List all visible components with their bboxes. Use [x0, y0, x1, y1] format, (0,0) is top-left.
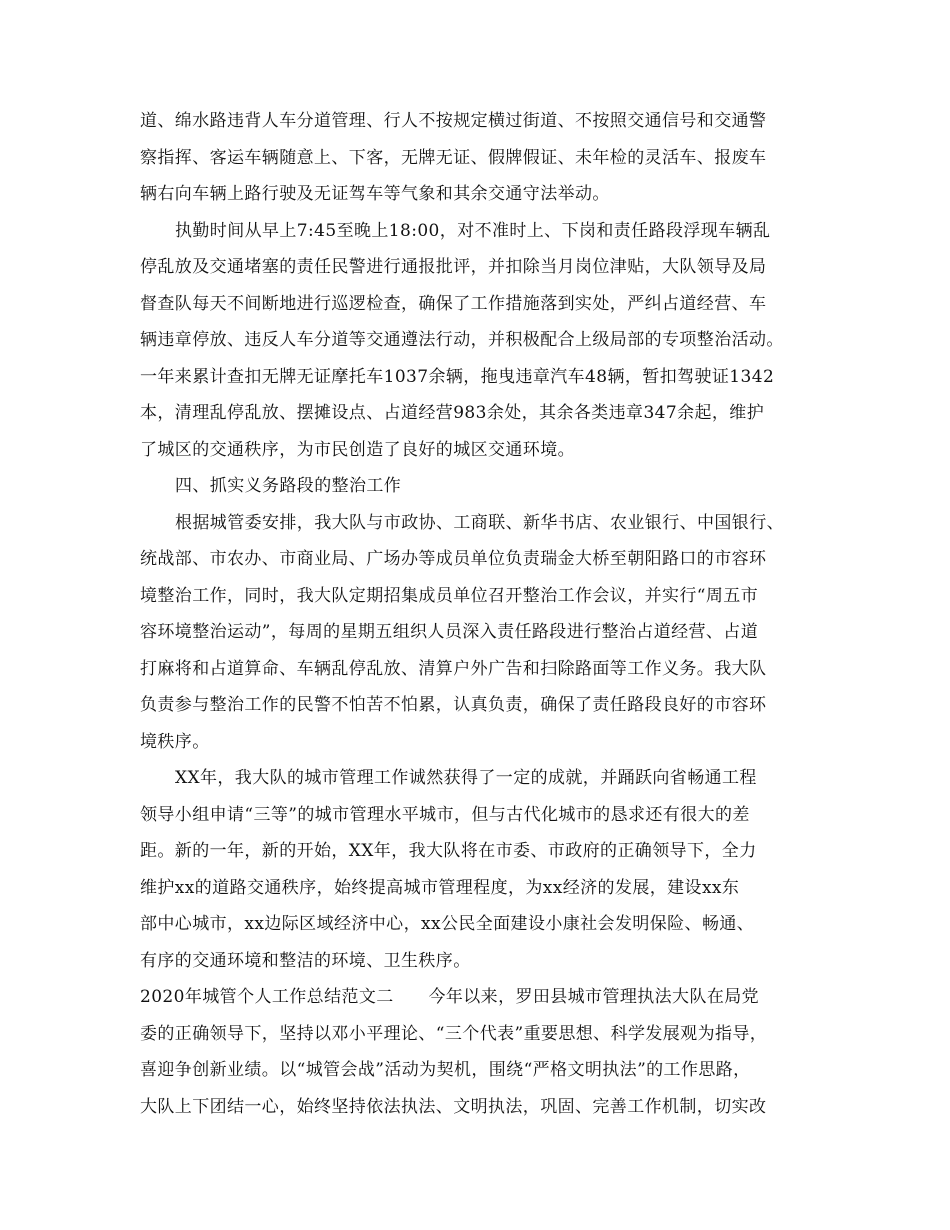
- section-heading: 四、抓实义务路段的整治工作: [175, 476, 402, 496]
- text-line: 喜迎争创新业绩。以“城管会战”活动为契机，围绕“严格文明执法”的工作思路，: [140, 1060, 751, 1080]
- text-line: 停乱放及交通堵塞的责任民警进行通报批评，并扣除当月岗位津贴，大队领导及局: [140, 257, 767, 277]
- text-line: 部中心城市，xx边际区域经济中心，xx公民全面建设小康社会发明保险、畅通、: [140, 914, 755, 934]
- text-line: 委的正确领导下，坚持以邓小平理论、“三个代表”重要思想、科学发展观为指导，: [140, 1023, 768, 1044]
- text-line: 根据城管委安排，我大队与市政协、工商联、新华书店、农业银行、中国银行、: [175, 512, 784, 533]
- text-line: 统战部、市农办、市商业局、广场办等成员单位负责瑞金大桥至朝阳路口的市容环: [140, 549, 767, 569]
- text-line: 道、绵水路违背人车分道管理、行人不按规定横过街道、不按照交通信号和交通警: [140, 111, 767, 131]
- text-line: 打麻将和占道算命、车辆乱停乱放、清算户外广告和扫除路面等工作义务。我大队: [140, 658, 767, 679]
- text-line: XX年，我大队的城市管理工作诚然获得了一定的成就，并踊跃向省畅通工程: [175, 768, 757, 788]
- text-line: 督查队每天不间断地进行巡逻检查，确保了工作措施落到实处，严纠占道经营、车: [140, 293, 767, 314]
- text-line: 维护xx的道路交通秩序，始终提高城市管理程度，为xx经济的发展，建设xx东: [140, 877, 740, 898]
- text-line: 有序的交通环境和整洁的环境、卫生秩序。: [140, 950, 471, 971]
- text-line: 容环境整治运动”，每周的星期五组织人员深入责任路段进行整治占道经营、占道: [140, 622, 759, 642]
- text-line: 察指挥、客运车辆随意上、下客，无牌无证、假牌假证、未年检的灵活车、报废车: [140, 147, 767, 168]
- text-line: 2020年城管个人工作总结范文二 今年以来，罗田县城市管理执法大队在局党: [140, 987, 760, 1007]
- text-line: 执勤时间从早上7:45至晚上18:00，对不准时上、下岗和责任路段浮现车辆乱: [175, 220, 771, 241]
- text-line: 辆右向车辆上路行驶及无证驾车等气象和其余交通守法举动。: [140, 184, 610, 204]
- document-body: [140, 103, 830, 1125]
- text-line: 境整治工作，同时，我大队定期招集成员单位召开整治工作会议，并实行“周五市: [140, 585, 759, 606]
- text-line: 领导小组申请“三等”的城市管理水平城市，但与古代化城市的恳求还有很大的差: [140, 804, 750, 825]
- text-line: 本，清理乱停乱放、摆摊设点、占道经营983余处，其余各类违章347余起，维护: [140, 403, 765, 423]
- text-line: 负责参与整治工作的民警不怕苦不怕累，认真负责，确保了责任路段良好的市容环: [140, 695, 767, 715]
- text-line: 境秩序。: [140, 731, 210, 752]
- text-line: 距。新的一年，新的开始，XX年，我大队将在市委、市政府的正确领导下，全力: [140, 841, 757, 861]
- text-line: 了城区的交通秩序，为市民创造了良好的城区交通环境。: [140, 439, 575, 460]
- text-line: 辆违章停放、违反人车分道等交通遵法行动，并积极配合上级局部的专项整治活动。: [140, 330, 784, 350]
- text-line: 大队上下团结一心，始终坚持依法执法、文明执法，巩固、完善工作机制，切实改: [140, 1096, 767, 1117]
- text-line: 一年来累计查扣无牌无证摩托车1037余辆，拖曳违章汽车48辆，暂扣驾驶证1342: [140, 366, 775, 387]
